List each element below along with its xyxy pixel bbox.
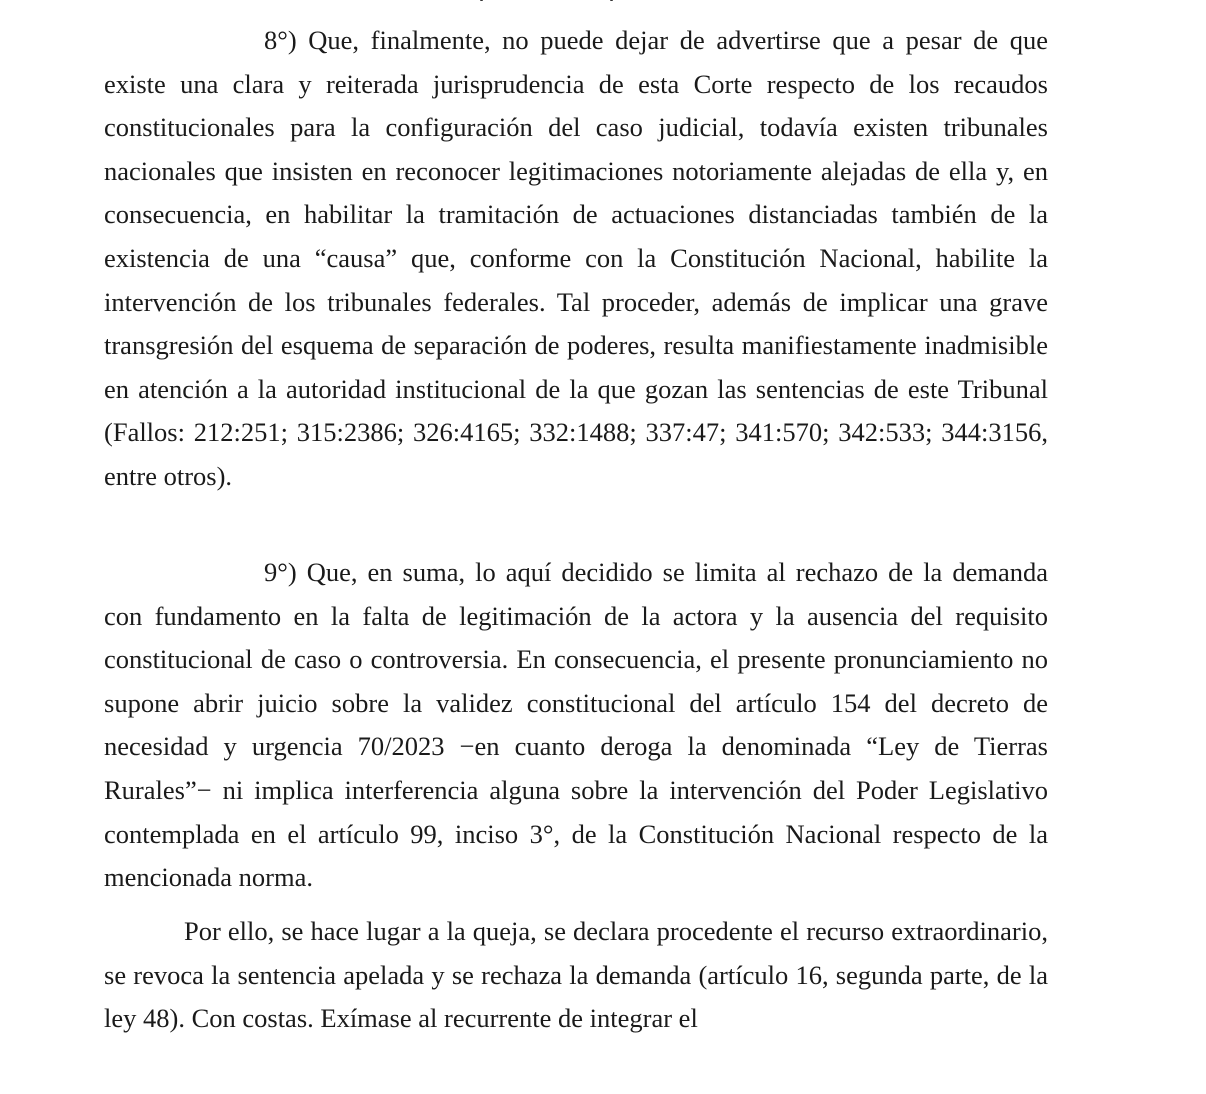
paragraph-considerando-8: 8°) Que, finalmente, no puede dejar de advertirse que a pesar de que existe una clara y reiterada jurisprudencia de esta Corte respecto de los recaudos constitucionales para la configuración del caso judicial, todavía existen tribunales nacionales que insisten en reconocer legitimaciones notoriamente alejadas de ella y, en consecuencia, en habilitar la tramitación de actuaciones distanciadas también de la existencia de una “causa” que, conforme con la Constitución Nacional, habilite la intervención de los tribunales federales. Tal proceder, además de implicar una grave transgresión del esquema de separación de poderes, resulta manifiestamente inadmisible en atención a la autoridad institucional de la que gozan las sentencias de este Tribunal (Fallos: 212:251; 315:2386; 326:4165; 332:1488; 337:47; 341:570; 342:533; 344:3156, entre otros). xyxy=(104,25,1048,491)
cropped-previous-line xyxy=(470,0,670,4)
paragraph-resolution: Por ello, se hace lugar a la queja, se declara procedente el recurso extraordinario, se revoca la sentencia apelada y se rechaza la demanda (artículo 16, segunda parte, de la ley 48). Con costas. Exímase al recurrente de integrar el xyxy=(104,916,1048,1034)
paragraph-considerando-9: 9°) Que, en suma, lo aquí decidido se limita al rechazo de la demanda con fundamento en la falta de legitimación de la actora y la ausencia del requisito constitucional de caso o controversia. En consecuencia, el presente pronunciamiento no supone abrir juicio sobre la validez constitucional del artículo 154 del decreto de necesidad y urgencia 70/2023 −en cuanto deroga la denominada “Ley de Tierras Rurales”− ni implica interferencia alguna sobre la intervención del Poder Legislativo contemplada en el artículo 99, inciso 3°, de la Constitución Nacional respecto de la mencionada norma. xyxy=(104,557,1048,893)
